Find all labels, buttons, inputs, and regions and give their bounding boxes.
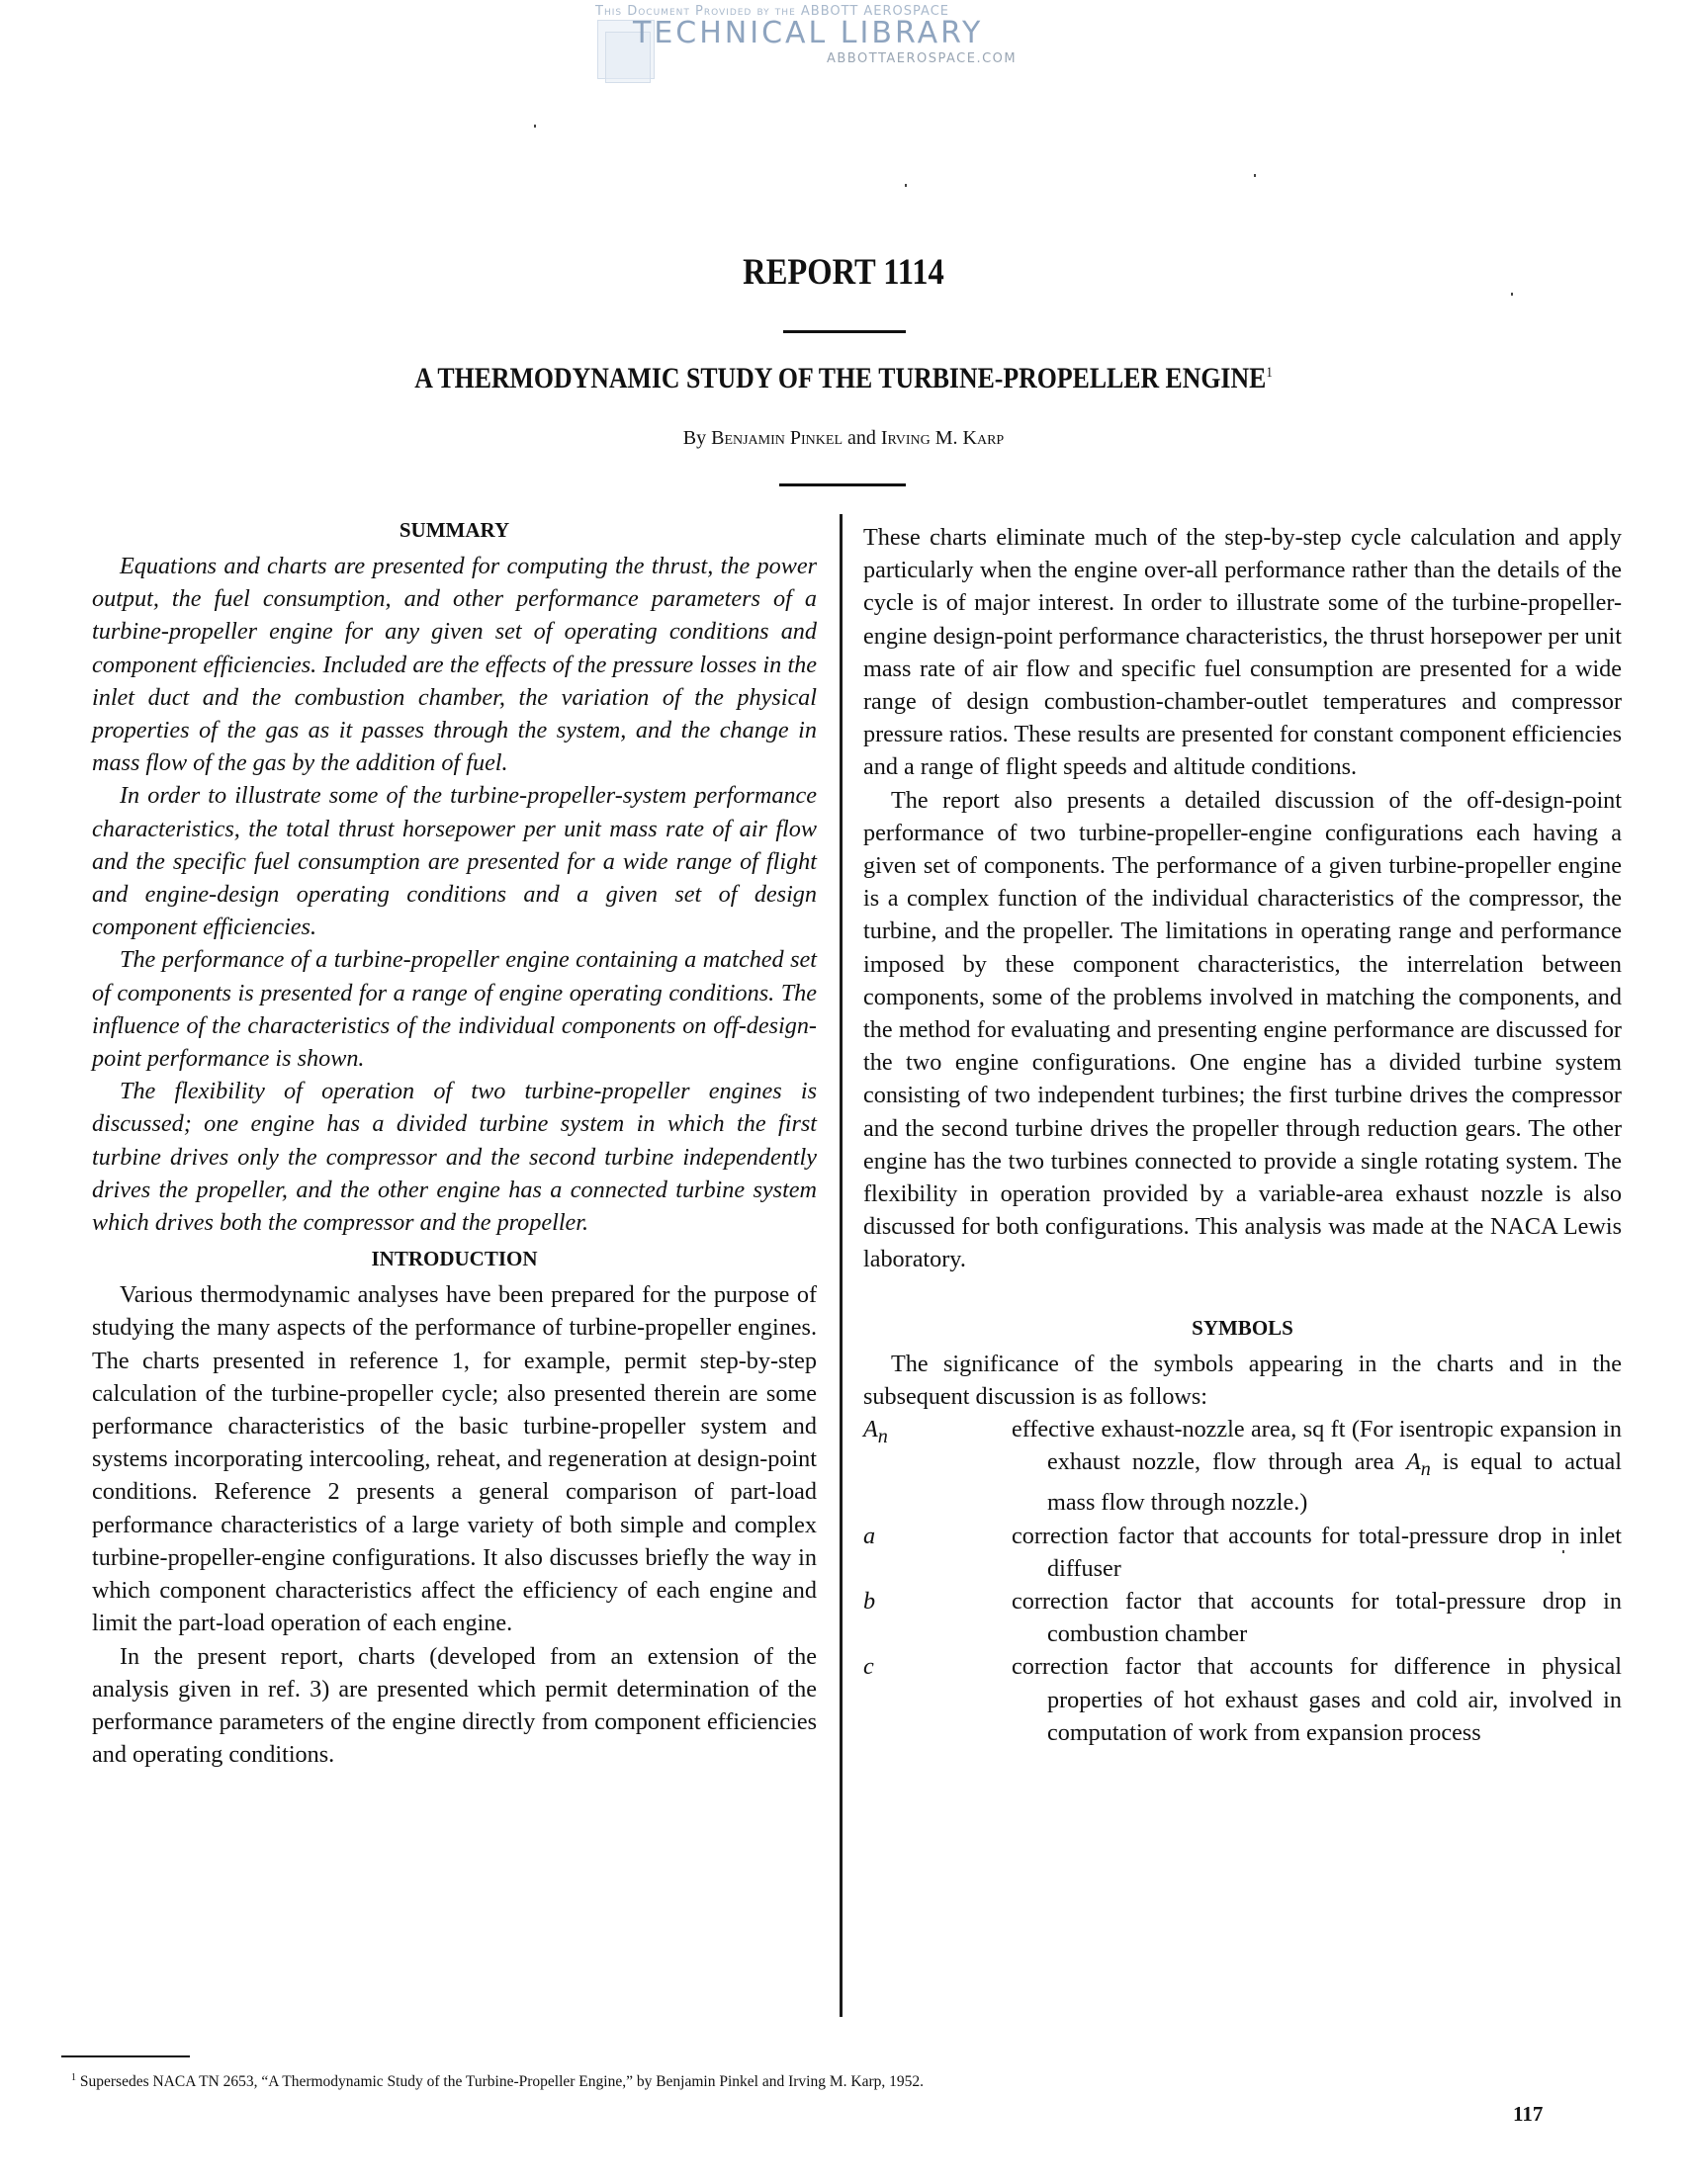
summary-paragraph: The performance of a turbine-propeller engine containing a matched set of components is presented for a range of engine operating conditions. The influence of the characteristics of the individual components on off-design-point performance is shown. [92, 946, 817, 1073]
introduction-paragraph: Various thermodynamic analyses have been prepared for the purpose of studying the many aspects of the performance of turbine-propeller engines. The charts presented in reference 1, for example, permit step-by-step calculation of the turbine-propeller cycle; also presented therein are some performance characteristics of the basic turbine-propeller system and systems incorporating intercooling, reheat, and regeneration at design-point conditions. Reference 2 presents a general comparison of part-load performance characteristics of a large variety of both simple and complex turbine-propeller-engine configurations. It also discusses briefly the way in which component characteristics affect the efficiency of each engine and limit the part-load operation of each engine. [92, 1281, 817, 1637]
author-2: Irving M. Karp [880, 427, 1005, 449]
symbol-definition: effective exhaust-nozzle area, sq ft (For isentropic expansion in exhaust nozzle, flow through area $A_n$ is equal to actual mass flow through nozzle.) [1012, 1416, 1622, 1517]
symbol-definition: correction factor that accounts for total-pressure drop in inlet diffuser [1012, 1522, 1622, 1582]
symbol: b [863, 1587, 876, 1615]
watermark-library-name: TECHNICAL LIBRARY [633, 16, 984, 50]
watermark [593, 2, 1068, 71]
symbol: a [863, 1522, 876, 1549]
watermark-provider-line: This Document Provided by the ABBOTT AEROSPACE [595, 4, 949, 19]
symbol: c [863, 1653, 874, 1681]
authors-prefix: By [682, 427, 707, 449]
watermark-url: ABBOTTAEROSPACE.COM [827, 51, 1018, 66]
footnote-rule [61, 2055, 190, 2057]
right-column [863, 521, 1622, 1749]
symbol-definition: correction factor that accounts for difference in physical properties of hot exhaust gases and cold air, involved in computation of work from expansion process [1012, 1653, 1622, 1746]
scan-speck [534, 125, 536, 128]
authors-line [0, 427, 1687, 450]
report-number: REPORT 1114 [743, 252, 944, 293]
left-column [92, 510, 817, 1771]
introduction-paragraph: The report also presents a detailed discussion of the off-design-point performance of two turbine-propeller-engine configurations each having a given set of components. The performance of a given turbine-propeller engine is a complex function of the individual characteristics of the compressor, the turbine, and the propeller. The limitations in operating range and performance imposed by these component characteristics, the interrelation between components, some of the problems involved in matching the components, and the method for evaluating and presenting engine performance are discussed for the two engine configurations. One engine has a divided turbine system consisting of two independent turbines; the first turbine drives the compressor and the second turbine drives the propeller through reduction gears. The other engine has the two turbines connected to provide a single rotating system. The flexibility in operation provided by a variable-area exhaust nozzle is also discussed for both configurations. This analysis was made at the NACA Lewis laboratory. [863, 786, 1622, 1273]
scan-speck [905, 184, 907, 187]
summary-paragraph: Equations and charts are presented for computing the thrust, the power output, the fuel consumption, and other performance parameters of a turbine-propeller engine for any given set of operating conditions and component efficiencies. Included are the effects of the pressure losses in the inlet duct and the combustion chamber, the variation of the physical properties of the gas as it passes through the system, and the change in mass flow of the gas by the addition of fuel. [92, 553, 817, 777]
page-number: 117 [1513, 2102, 1544, 2126]
scan-speck [1562, 1550, 1564, 1553]
introduction-heading: INTRODUCTION [371, 1247, 538, 1271]
authors-join: and [847, 427, 876, 449]
column-divider [840, 514, 843, 2017]
header-rule-bottom [779, 483, 906, 486]
scan-speck [1254, 174, 1256, 177]
footnote [71, 2072, 924, 2091]
symbol-entry [863, 1520, 1622, 1585]
summary-section [92, 514, 817, 1239]
symbol-entry [863, 1650, 1622, 1749]
summary-paragraph: The flexibility of operation of two turbine-propeller engines is discussed; one engine has a divided turbine system in which the first turbine drives only the compressor and the second turbine independently drives the propeller, and the other engine has a connected turbine system which drives both the compressor and the propeller. [92, 1078, 817, 1237]
summary-heading: SUMMARY [399, 518, 510, 542]
paper-title-text: A THERMODYNAMIC STUDY OF THE TURBINE-PROPELLER ENGINE [414, 362, 1267, 394]
symbol: $A_n$ [863, 1416, 888, 1447]
symbols-intro: The significance of the symbols appearing in the charts and in the subsequent discussion is as follows: [863, 1350, 1622, 1410]
summary-paragraph: In order to illustrate some of the turbine-propeller-system performance characteristics, the total thrust horsepower per unit mass rate of air flow and the specific fuel consumption are presented for a wide range of flight and engine-design operating conditions and a given set of design component efficiencies. [92, 782, 817, 941]
header-rule [783, 330, 906, 333]
footnote-text: Supersedes NACA TN 2653, “A Thermodynamic Study of the Turbine-Propeller Engine,” by Benjamin Pinkel and Irving M. Karp, 1952. [79, 2073, 924, 2091]
symbol-entry [863, 1585, 1622, 1650]
symbols-heading: SYMBOLS [1192, 1315, 1293, 1340]
symbol-entry [863, 1413, 1622, 1519]
introduction-paragraph: In the present report, charts (developed from an extension of the analysis given in ref. 3) are presented which permit determination of the performance parameters of the engine directly from component efficiencies and operating conditions. [92, 1642, 817, 1769]
symbol-definition: correction factor that accounts for total-pressure drop in combustion chamber [1012, 1587, 1622, 1648]
paper-title [118, 362, 1568, 395]
introduction-paragraph-continued: These charts eliminate much of the step-by-step cycle calculation and apply particularly when the engine over-all performance rather than the details of the cycle is of major interest. In order to illustrate some of the turbine-propeller-engine design-point performance characteristics, the thrust horsepower per unit mass rate of air flow and specific fuel consumption are presented for a wide range of design combustion-chamber-outlet temperatures and compressor pressure ratios. These results are presented for constant component efficiencies and a range of flight speeds and altitude conditions. [863, 524, 1622, 781]
scan-speck [1511, 293, 1513, 296]
author-1: Benjamin Pinkel [711, 427, 843, 449]
footnote-mark: 1 [71, 2072, 76, 2083]
title-footnote-mark: 1 [1266, 365, 1273, 381]
